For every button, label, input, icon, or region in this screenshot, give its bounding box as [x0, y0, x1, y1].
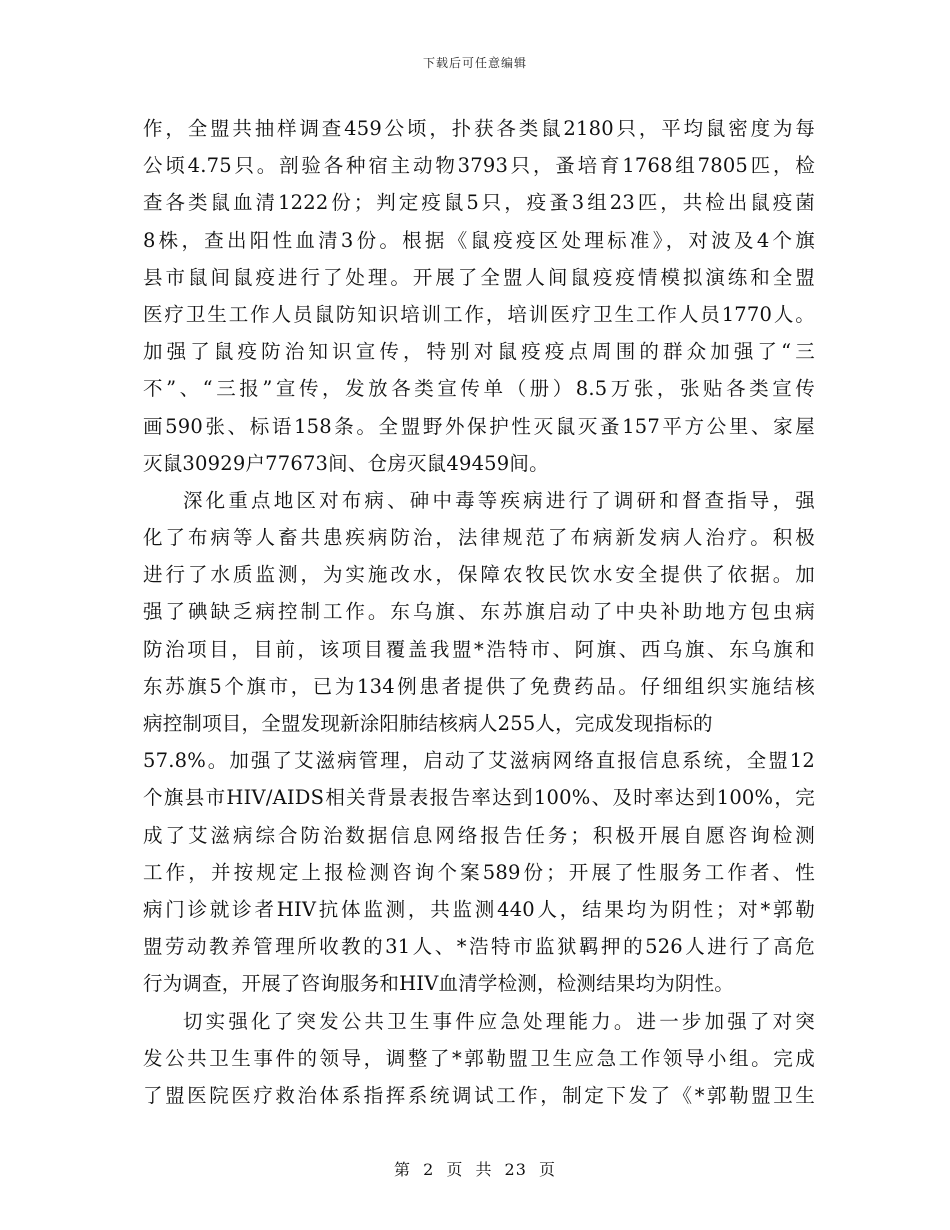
paragraph-2	[143, 482, 815, 1003]
page-header: 下载后可任意编辑	[422, 56, 527, 70]
text-line: 行为调查，开展了咨询服务和HIV血清学检测，检测结果均为阴性。	[143, 972, 734, 996]
text-line: 工作，并按规定上报检测咨询个案589份；开展了性服务工作者、性	[143, 860, 815, 884]
text-line: 化了布病等人畜共患疾病防治，法律规范了布病新发病人治疗。积极	[143, 526, 815, 550]
text-line: 医疗卫生工作人员鼠防知识培训工作，培训医疗卫生工作人员1770人。	[143, 302, 815, 326]
text-line: 公顷4.75只。剖验各种宿主动物3793只，蚤培育1768组7805匹，检	[143, 154, 815, 178]
paragraph-3	[143, 1003, 815, 1115]
text-line: 57.8%。加强了艾滋病管理，启动了艾滋病网络直报信息系统，全盟12	[143, 749, 815, 773]
text-line: 加强了鼠疫防治知识宣传，特别对鼠疫疫点周围的群众加强了“三	[143, 340, 815, 364]
text-line: 防治项目，目前，该项目覆盖我盟*浩特市、阿旗、西乌旗、东乌旗和	[143, 637, 815, 661]
text-line: 病控制项目，全盟发现新涂阳肺结核病人255人，完成发现指标的	[143, 712, 713, 735]
text-line: 病门诊就诊者HIV抗体监测，共监测440人，结果均为阴性；对*郭勒	[143, 897, 815, 921]
text-line: 进行了水质监测，为实施改水，保障农牧民饮水安全提供了依据。加	[143, 563, 815, 587]
paragraph-1	[143, 110, 815, 482]
text-line: 东苏旗5个旗市，已为134例患者提供了免费药品。仔细组织实施结核	[143, 674, 815, 698]
text-line: 县市鼠间鼠疫进行了处理。开展了全盟人间鼠疫疫情模拟演练和全盟	[143, 265, 815, 289]
text-line: 深化重点地区对布病、砷中毒等疾病进行了调研和督查指导，强	[183, 488, 815, 512]
text-line: 作，全盟共抽样调查459公顷，扑获各类鼠2180只，平均鼠密度为每	[143, 117, 815, 140]
text-line: 强了碘缺乏病控制工作。东乌旗、东苏旗启动了中央补助地方包虫病	[143, 600, 815, 624]
text-line: 发公共卫生事件的领导，调整了*郭勒盟卫生应急工作领导小组。完成	[143, 1046, 815, 1070]
text-line: 灭鼠30929户77673间、仓房灭鼠49459间。	[143, 451, 549, 475]
text-line: 盟劳动教养管理所收教的31人、*浩特市监狱羁押的526人进行了高危	[143, 935, 815, 959]
text-line: 查各类鼠血清1222份；判定疫鼠5只，疫蚤3组23匹，共检出鼠疫菌	[143, 191, 815, 215]
document-body	[143, 110, 815, 1114]
text-line: 8株，查出阳性血清3份。根据《鼠疫疫区处理标准》，对波及4个旗	[143, 228, 815, 252]
text-line: 画590张、标语158条。全盟野外保护性灭鼠灭蚤157平方公里、家屋	[143, 414, 815, 438]
text-line: 了盟医院医疗救治体系指挥系统调试工作，制定下发了《*郭勒盟卫生	[143, 1083, 815, 1107]
text-line: 个旗县市HIV/AIDS相关背景表报告率达到100%、及时率达到100%，完	[143, 786, 815, 810]
text-line: 成了艾滋病综合防治数据信息网络报告任务；积极开展自愿咨询检测	[143, 823, 815, 847]
text-line: 不”、“三报”宣传，发放各类宣传单（册）8.5万张，张贴各类宣传	[143, 377, 815, 401]
text-line: 切实强化了突发公共卫生事件应急处理能力。进一步加强了对突	[183, 1009, 815, 1033]
page-number-footer: 第 2 页 共 23 页	[394, 1160, 556, 1179]
